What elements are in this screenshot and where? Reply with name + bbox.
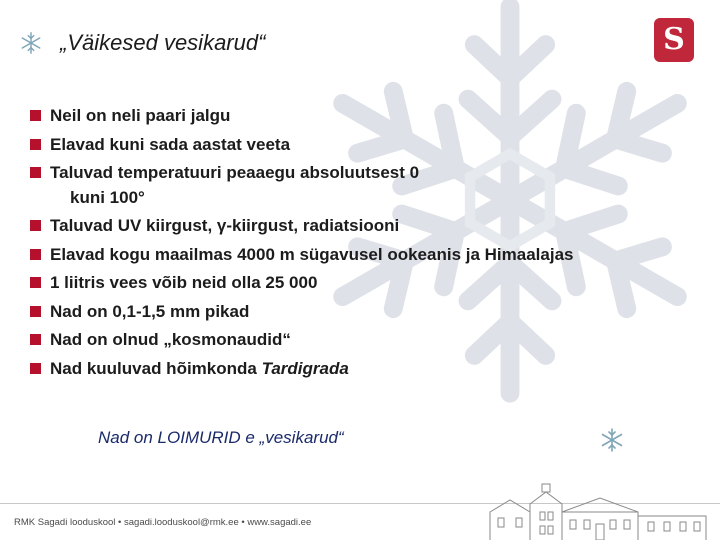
bullet-square-icon [30, 249, 41, 260]
bullet-square-icon [30, 139, 41, 150]
bullet-square-icon [30, 167, 41, 178]
bullet-square-icon [30, 220, 41, 231]
list-item: 1 liitris vees võib neid olla 25 000 [30, 271, 690, 296]
snowflake-icon [600, 428, 624, 452]
bullet-square-icon [30, 110, 41, 121]
list-item: Nad on 0,1-1,5 mm pikad [30, 300, 690, 325]
snowflake-icon [20, 32, 42, 54]
list-item: Elavad kogu maailmas 4000 m sügavusel ookeanis ja Himaalajas [30, 243, 690, 268]
manor-house-icon [488, 482, 708, 540]
bullet-square-icon [30, 334, 41, 345]
rmk-logo-icon [654, 18, 694, 62]
bullet-square-icon [30, 277, 41, 288]
list-item: Taluvad temperatuuri peaaegu absoluutsest 0 [30, 161, 690, 186]
list-item-continuation: kuni 100° [70, 187, 145, 207]
list-item: Neil on neli paari jalgu [30, 104, 690, 129]
bullet-square-icon [30, 363, 41, 374]
list-item: Elavad kuni sada aastat veeta [30, 133, 690, 158]
footer-contact: RMK Sagadi looduskool • sagadi.looduskool@rmk.ee • www.sagadi.ee [14, 517, 312, 528]
list-item: Nad on olnud „kosmonaudid“ [30, 328, 690, 353]
list-item: Taluvad UV kiirgust, γ-kiirgust, radiatsiooni [30, 214, 690, 239]
page-title: „Väikesed vesikarud“ [60, 30, 266, 55]
list-item: Nad kuuluvad hõimkonda Tardigrada [30, 357, 690, 382]
tagline: Nad on LOIMURID e „vesikarud“ [98, 428, 344, 447]
title-row [20, 30, 265, 56]
taxon-name: Tardigrada [261, 358, 349, 378]
bullet-square-icon [30, 306, 41, 317]
bullet-list [30, 104, 690, 385]
logo-letter: S [663, 22, 685, 57]
